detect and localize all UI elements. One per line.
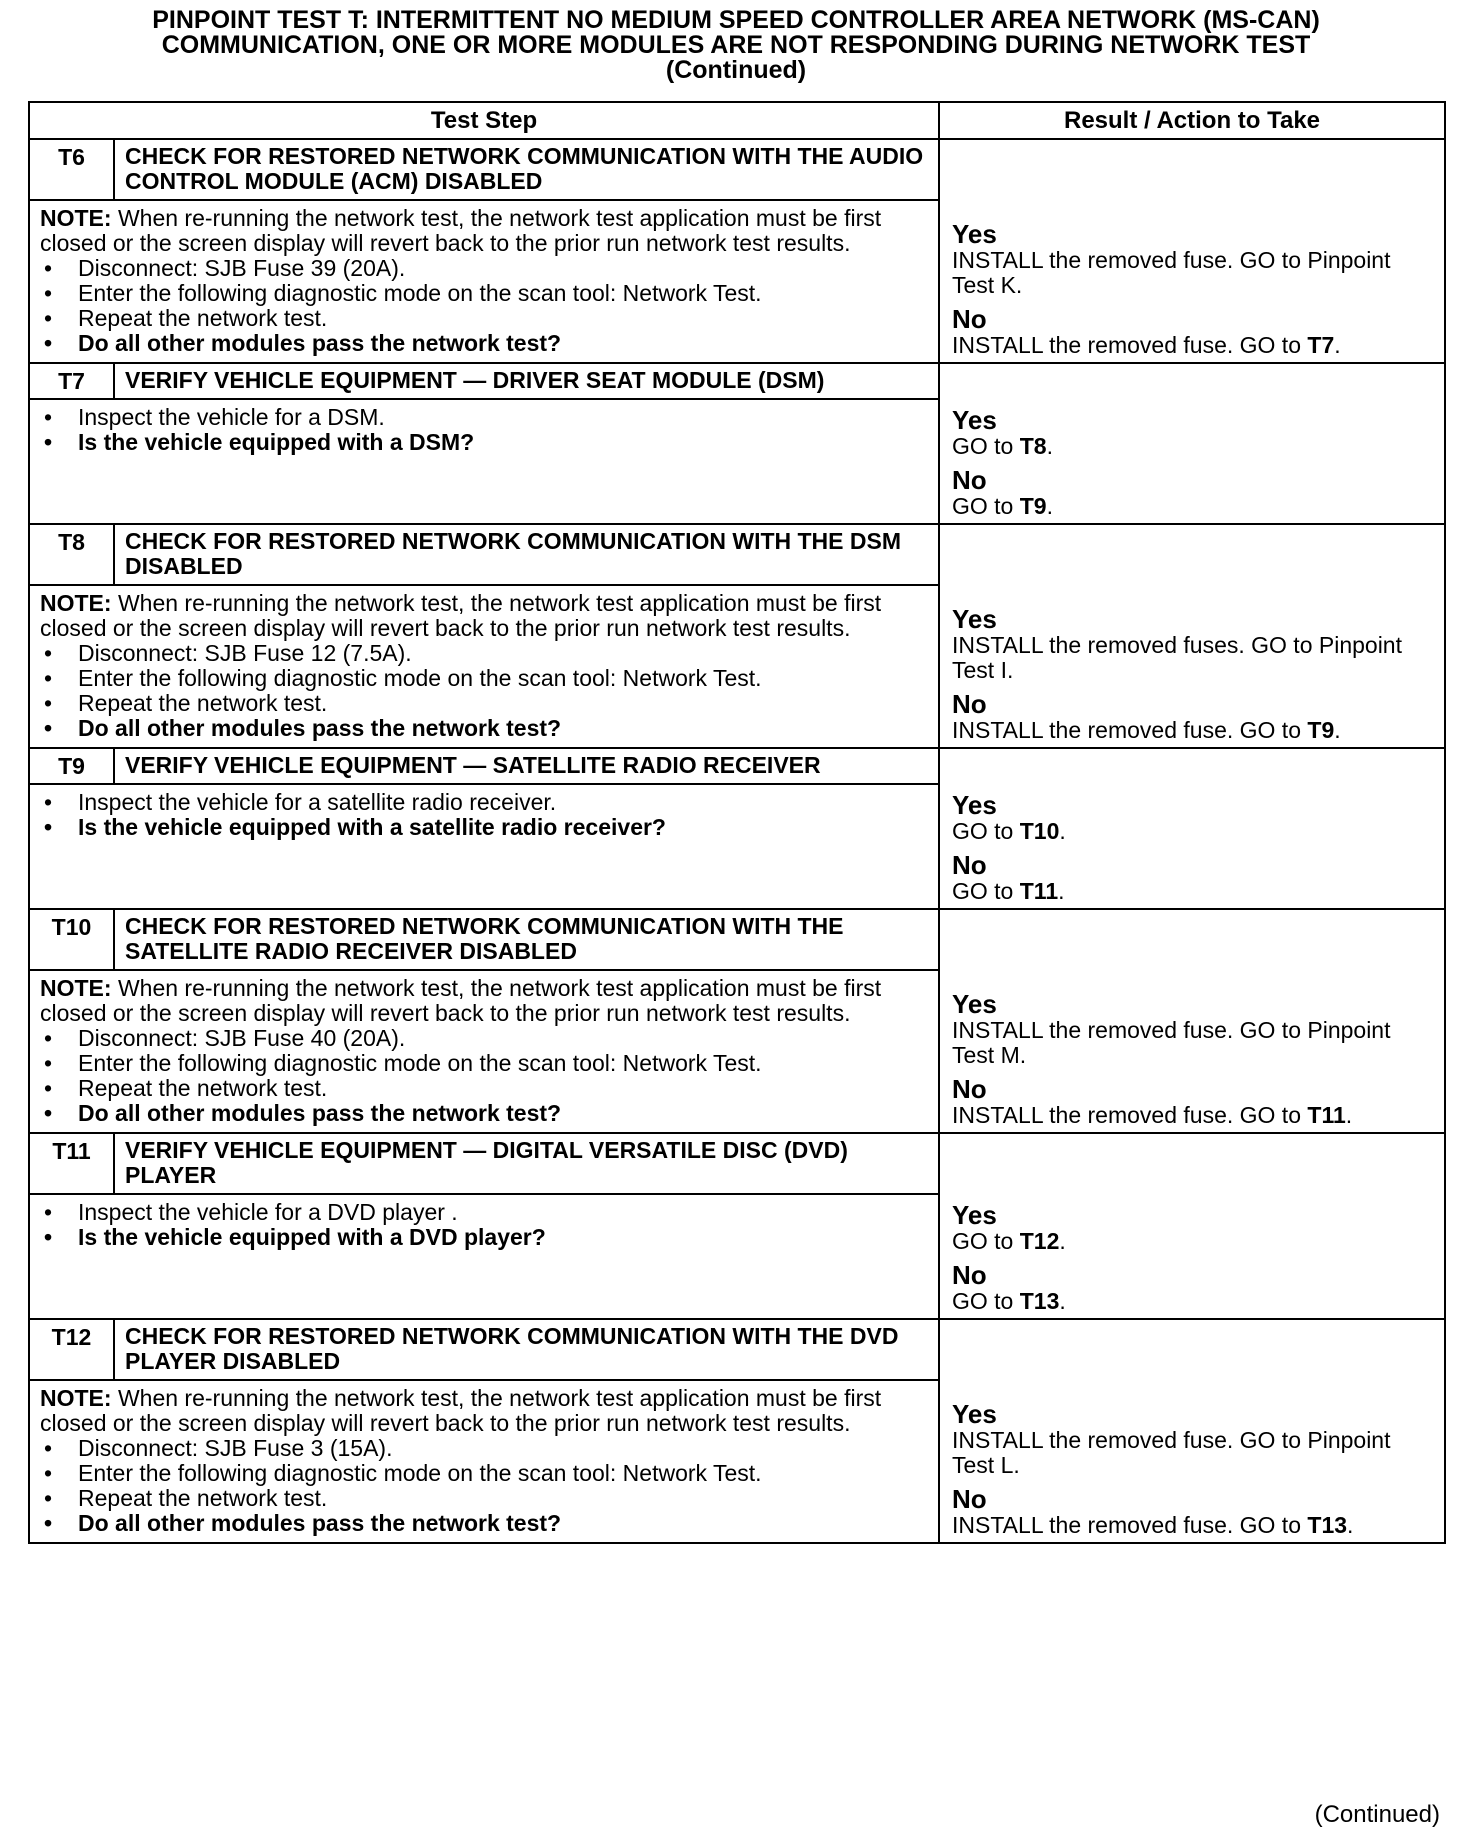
- step-link: T10: [1019, 818, 1060, 844]
- no-label: No: [952, 689, 987, 719]
- step-heading: VERIFY VEHICLE EQUIPMENT — SATELLITE RADIO RECEIVER: [114, 748, 939, 784]
- table-header-row: [29, 102, 1445, 139]
- no-action: INSTALL the removed fuse. GO to T7.: [952, 332, 1341, 358]
- step-link: T11: [1019, 878, 1059, 904]
- step-number: T9: [29, 748, 114, 784]
- no-label: No: [952, 1074, 987, 1104]
- list-item: • Disconnect: SJB Fuse 12 (7.5A).: [44, 640, 412, 666]
- step-heading: CHECK FOR RESTORED NETWORK COMMUNICATION WITH THE SATELLITE RADIO RECEIVER DISABLED: [114, 909, 939, 970]
- yes-label: Yes: [952, 1200, 997, 1230]
- step-link: T12: [1019, 1228, 1060, 1254]
- step-heading: VERIFY VEHICLE EQUIPMENT — DRIVER SEAT MODULE (DSM): [114, 363, 939, 399]
- yes-label: Yes: [952, 989, 997, 1019]
- col-header-test-step: Test Step: [29, 102, 939, 139]
- step-row-t6-heading: [29, 139, 1445, 200]
- no-action: GO to T9.: [952, 493, 1053, 519]
- step-heading: CHECK FOR RESTORED NETWORK COMMUNICATION WITH THE DVD PLAYER DISABLED: [114, 1319, 939, 1380]
- step-question: • Do all other modules pass the network test?: [44, 715, 562, 741]
- step-result: [939, 909, 1445, 1133]
- step-number: T7: [29, 363, 114, 399]
- pinpoint-test-table: [28, 101, 1446, 1544]
- step-body: [29, 1194, 939, 1319]
- step-actions: [40, 641, 930, 741]
- step-body: [29, 784, 939, 909]
- list-item: • Enter the following diagnostic mode on the scan tool: Network Test.: [44, 665, 762, 691]
- step-result: [939, 1133, 1445, 1319]
- step-link: T8: [1019, 433, 1047, 459]
- step-result: [939, 139, 1445, 363]
- list-item: • Enter the following diagnostic mode on the scan tool: Network Test.: [44, 280, 762, 306]
- step-number: T12: [29, 1319, 114, 1380]
- step-heading: CHECK FOR RESTORED NETWORK COMMUNICATION WITH THE DSM DISABLED: [114, 524, 939, 585]
- step-question: • Do all other modules pass the network test?: [44, 1510, 562, 1536]
- no-label: No: [952, 304, 987, 334]
- list-item: • Disconnect: SJB Fuse 40 (20A).: [44, 1025, 406, 1051]
- step-actions: [40, 1200, 930, 1250]
- no-label: No: [952, 465, 987, 495]
- yes-action: INSTALL the removed fuse. GO to Pinpoint Test K.: [952, 247, 1391, 298]
- yes-action: GO to T8.: [952, 433, 1053, 459]
- yes-label: Yes: [952, 604, 997, 634]
- list-item: • Disconnect: SJB Fuse 3 (15A).: [44, 1435, 393, 1461]
- step-row-t12-heading: [29, 1319, 1445, 1380]
- list-item: • Inspect the vehicle for a DSM.: [44, 404, 385, 430]
- list-item: • Disconnect: SJB Fuse 39 (20A).: [44, 255, 406, 281]
- step-number: T11: [29, 1133, 114, 1194]
- title-line-1: PINPOINT TEST T: INTERMITTENT NO MEDIUM SPEED CONTROLLER AREA NETWORK (MS-CAN): [152, 6, 1320, 34]
- no-label: No: [952, 1260, 987, 1290]
- title-line-3: (Continued): [665, 56, 807, 84]
- step-actions: [40, 256, 930, 356]
- yes-action: GO to T12.: [952, 1228, 1066, 1254]
- step-actions: [40, 1026, 930, 1126]
- step-row-t10-heading: [29, 909, 1445, 970]
- yes-label: Yes: [952, 405, 997, 435]
- step-row-t9-heading: [29, 748, 1445, 784]
- list-item: • Enter the following diagnostic mode on the scan tool: Network Test.: [44, 1050, 762, 1076]
- step-body: [29, 200, 939, 363]
- step-heading: CHECK FOR RESTORED NETWORK COMMUNICATION WITH THE AUDIO CONTROL MODULE (ACM) DISABLED: [114, 139, 939, 200]
- list-item: • Inspect the vehicle for a DVD player .: [44, 1199, 458, 1225]
- step-result: [939, 524, 1445, 748]
- step-question: • Do all other modules pass the network test?: [44, 330, 562, 356]
- yes-action: INSTALL the removed fuses. GO to Pinpoint Test I.: [952, 632, 1402, 683]
- step-row-t7-heading: [29, 363, 1445, 399]
- step-body: [29, 399, 939, 524]
- step-actions: [40, 1436, 930, 1536]
- yes-action: INSTALL the removed fuse. GO to Pinpoint Test M.: [952, 1017, 1391, 1068]
- step-body: [29, 585, 939, 748]
- yes-action: GO to T10.: [952, 818, 1066, 844]
- list-item: • Repeat the network test.: [44, 305, 328, 331]
- continued-footer: (Continued): [1314, 1801, 1440, 1828]
- step-number: T6: [29, 139, 114, 200]
- list-item: • Repeat the network test.: [44, 1485, 328, 1511]
- no-action: INSTALL the removed fuse. GO to T9.: [952, 717, 1341, 743]
- page-title: [28, 8, 1444, 83]
- list-item: • Repeat the network test.: [44, 690, 328, 716]
- step-row-t8-heading: [29, 524, 1445, 585]
- step-body: [29, 970, 939, 1133]
- step-number: T8: [29, 524, 114, 585]
- yes-label: Yes: [952, 790, 997, 820]
- step-actions: [40, 405, 930, 455]
- step-body: [29, 1380, 939, 1543]
- step-link: T9: [1019, 493, 1047, 519]
- step-link: T11: [1307, 1102, 1346, 1128]
- yes-label: Yes: [952, 1399, 997, 1429]
- step-question: • Is the vehicle equipped with a DSM?: [44, 429, 475, 455]
- step-question: • Do all other modules pass the network test?: [44, 1100, 562, 1126]
- title-line-2: COMMUNICATION, ONE OR MORE MODULES ARE NOT RESPONDING DURING NETWORK TEST: [161, 31, 1311, 59]
- step-number: T10: [29, 909, 114, 970]
- note: NOTE: When re-running the network test, the network test application must be first closed or the screen display will revert back to the prior run network test results.: [40, 1385, 882, 1436]
- step-actions: [40, 790, 930, 840]
- step-question: • Is the vehicle equipped with a satellite radio receiver?: [44, 814, 666, 840]
- no-action: INSTALL the removed fuse. GO to T11.: [952, 1102, 1353, 1128]
- step-heading: VERIFY VEHICLE EQUIPMENT — DIGITAL VERSATILE DISC (DVD) PLAYER: [114, 1133, 939, 1194]
- step-row-t11-heading: [29, 1133, 1445, 1194]
- list-item: • Inspect the vehicle for a satellite radio receiver.: [44, 789, 557, 815]
- step-result: [939, 748, 1445, 909]
- no-action: INSTALL the removed fuse. GO to T13.: [952, 1512, 1354, 1538]
- step-result: [939, 363, 1445, 524]
- step-link: T13: [1307, 1512, 1348, 1538]
- no-label: No: [952, 850, 987, 880]
- step-result: [939, 1319, 1445, 1543]
- note: NOTE: When re-running the network test, the network test application must be first closed or the screen display will revert back to the prior run network test results.: [40, 975, 882, 1026]
- list-item: • Enter the following diagnostic mode on the scan tool: Network Test.: [44, 1460, 762, 1486]
- step-link: T7: [1307, 332, 1335, 358]
- yes-action: INSTALL the removed fuse. GO to Pinpoint Test L.: [952, 1427, 1391, 1478]
- no-action: GO to T13.: [952, 1288, 1066, 1314]
- note: NOTE: When re-running the network test, the network test application must be first closed or the screen display will revert back to the prior run network test results.: [40, 205, 882, 256]
- no-action: GO to T11.: [952, 878, 1065, 904]
- list-item: • Repeat the network test.: [44, 1075, 328, 1101]
- no-label: No: [952, 1484, 987, 1514]
- step-link: T9: [1307, 717, 1335, 743]
- step-question: • Is the vehicle equipped with a DVD player?: [44, 1224, 546, 1250]
- col-header-result: Result / Action to Take: [939, 102, 1445, 139]
- note: NOTE: When re-running the network test, the network test application must be first closed or the screen display will revert back to the prior run network test results.: [40, 590, 882, 641]
- step-link: T13: [1019, 1288, 1060, 1314]
- yes-label: Yes: [952, 219, 997, 249]
